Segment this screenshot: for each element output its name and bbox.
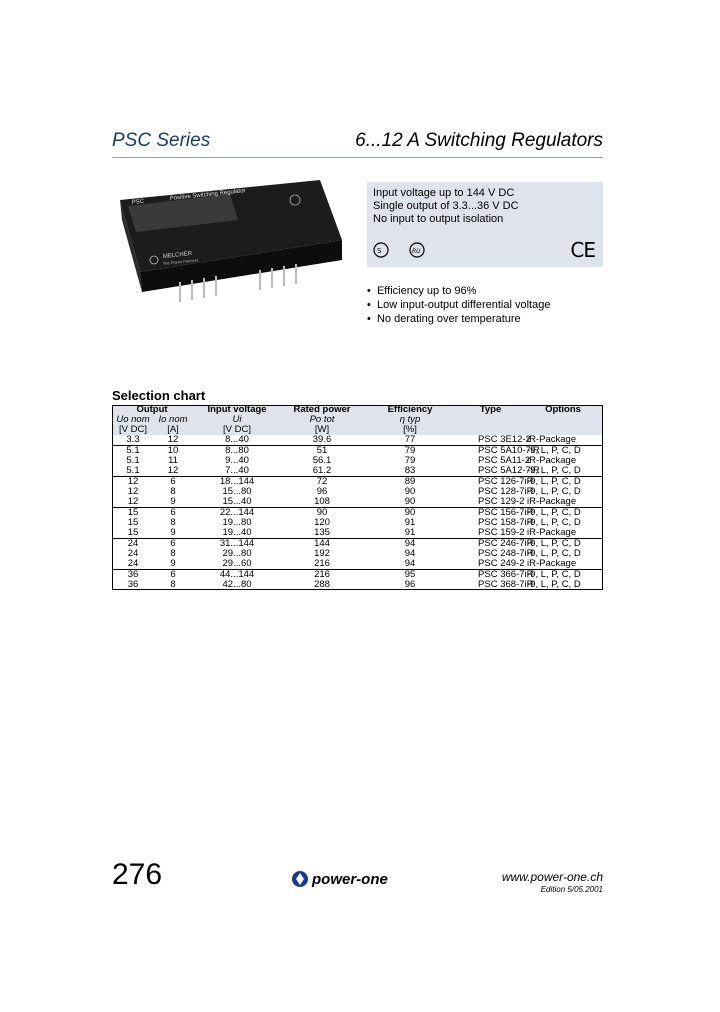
table-cell: 29...60 bbox=[222, 558, 252, 569]
table-cell: 90 bbox=[362, 508, 458, 519]
table-cell: 90 bbox=[404, 496, 416, 507]
table-row bbox=[112, 580, 603, 590]
table-cell: PSC 128-7iR bbox=[478, 486, 534, 497]
table-cell: 24 bbox=[112, 539, 154, 550]
page-number: 276 bbox=[112, 858, 163, 891]
col-head-options: Options bbox=[523, 405, 603, 415]
ce-mark-icon: CE bbox=[570, 238, 595, 262]
table-cell: PSC 126-7iR bbox=[458, 477, 523, 488]
spec-input-voltage: Input voltage up to 144 V DC bbox=[373, 187, 515, 199]
table-cell: 15 bbox=[127, 517, 139, 528]
table-cell: PSC 366-7iR bbox=[458, 570, 523, 581]
feature-item: • Low input-output differential voltage bbox=[367, 299, 551, 311]
table-cell: 90 bbox=[282, 508, 362, 519]
col-unit-ui: [V DC] bbox=[192, 425, 282, 435]
table-cell: PSC 248-7iR bbox=[478, 548, 534, 559]
table-cell: 94 bbox=[404, 548, 416, 559]
table-cell: PSC 129-2 bbox=[478, 496, 525, 507]
table-row bbox=[112, 435, 603, 446]
col-unit-uo: [V DC] bbox=[112, 425, 154, 435]
table-cell: 15...80 bbox=[222, 486, 252, 497]
table-cell: 8 bbox=[170, 579, 176, 590]
table-cell: 7...40 bbox=[225, 465, 249, 476]
table-cell: iR-Package bbox=[527, 434, 577, 445]
table-cell: 79 bbox=[404, 455, 416, 466]
product-title: 6...12 A Switching Regulators bbox=[355, 130, 603, 151]
table-cell: 9...40 bbox=[225, 455, 249, 466]
table-cell: 144 bbox=[282, 539, 362, 550]
table-cell: 108 bbox=[314, 496, 330, 507]
table-cell: 5.1 bbox=[126, 455, 140, 466]
table-cell: 10 bbox=[154, 446, 192, 457]
table-cell: 15 bbox=[112, 508, 154, 519]
svg-text:S: S bbox=[377, 247, 382, 255]
table-cell: 39.6 bbox=[312, 434, 332, 445]
col-unit-po: [W] bbox=[282, 425, 362, 435]
col-unit-io: [A] bbox=[154, 425, 192, 435]
feature-item: • No derating over temperature bbox=[367, 313, 521, 325]
table-cell: 94 bbox=[404, 558, 416, 569]
table-cell: 56.1 bbox=[312, 455, 332, 466]
table-cell: 216 bbox=[314, 558, 330, 569]
table-cell: -9, L, P, C, D bbox=[527, 579, 581, 590]
safety-approval-icon bbox=[371, 237, 427, 263]
table-cell: 94 bbox=[362, 539, 458, 550]
table-cell: 42...80 bbox=[222, 579, 252, 590]
table-cell: 36 bbox=[127, 579, 139, 590]
table-cell: -9, L, P, C, D bbox=[523, 508, 603, 519]
product-brand-sub: The Power Partners bbox=[162, 257, 199, 266]
table-cell: 6 bbox=[154, 570, 192, 581]
product-label-top: PSC bbox=[131, 198, 145, 206]
product-label-name: Positive Switching Regulator bbox=[169, 188, 246, 202]
table-cell: 83 bbox=[404, 465, 416, 476]
table-cell: PSC 249-2 bbox=[478, 558, 525, 569]
table-cell: 12 bbox=[167, 434, 179, 445]
power-one-logo bbox=[291, 868, 426, 890]
product-brand: MELCHER bbox=[162, 250, 193, 260]
table-cell: 5.1 bbox=[126, 465, 140, 476]
table-cell: 24 bbox=[127, 558, 139, 569]
series-title: PSC Series bbox=[112, 130, 211, 151]
table-cell: 5.1 bbox=[112, 446, 154, 457]
table-cell: 89 bbox=[362, 477, 458, 488]
table-cell: 120 bbox=[314, 517, 330, 528]
table-cell: 96 bbox=[404, 579, 416, 590]
col-sub-io: Io nom bbox=[154, 415, 192, 425]
spec-single-output: Single output of 3.3...36 V DC bbox=[373, 200, 519, 212]
table-cell: 12 bbox=[127, 496, 139, 507]
col-sub-uo: Uo nom bbox=[112, 415, 154, 425]
table-cell: 95 bbox=[362, 570, 458, 581]
table-cell: 9 bbox=[170, 558, 176, 569]
product-image bbox=[110, 180, 345, 310]
table-cell: 3.3 bbox=[126, 434, 140, 445]
table-row bbox=[112, 497, 603, 508]
spec-isolation: No input to output isolation bbox=[373, 213, 504, 225]
table-cell: PSC 5A10-7iR bbox=[458, 446, 523, 457]
table-cell: 8 bbox=[170, 548, 176, 559]
table-cell: 9 bbox=[170, 527, 176, 538]
table-cell: -9, L, P, C, D bbox=[527, 465, 581, 476]
website-url: www.power-one.ch bbox=[501, 870, 603, 884]
table-cell: 77 bbox=[404, 434, 416, 445]
table-cell: 24 bbox=[127, 548, 139, 559]
table-cell: -9, L, P, C, D bbox=[523, 446, 603, 457]
col-sub-po: Po tot bbox=[282, 415, 362, 425]
table-cell: 19...40 bbox=[222, 527, 252, 538]
table-cell: PSC 158-7iR bbox=[478, 517, 534, 528]
table-cell: 135 bbox=[314, 527, 330, 538]
table-cell: 8...80 bbox=[192, 446, 282, 457]
table-cell: iR-Package bbox=[527, 455, 577, 466]
table-row bbox=[112, 466, 603, 477]
table-cell: 19...80 bbox=[222, 517, 252, 528]
col-head-type: Type bbox=[458, 405, 523, 415]
table-cell: -9, L, P, C, D bbox=[523, 477, 603, 488]
selection-chart-title: Selection chart bbox=[112, 388, 206, 403]
table-cell: PSC 5A11-2 bbox=[478, 455, 531, 466]
table-cell: 51 bbox=[282, 446, 362, 457]
table-cell: 36 bbox=[112, 570, 154, 581]
table-cell: iR-Package bbox=[527, 527, 577, 538]
table-cell: 44...144 bbox=[192, 570, 282, 581]
table-cell: -9, L, P, C, D bbox=[527, 548, 581, 559]
table-cell: PSC 368-7iR bbox=[478, 579, 534, 590]
table-cell: 18...144 bbox=[192, 477, 282, 488]
table-cell: 22...144 bbox=[192, 508, 282, 519]
table-cell: 12 bbox=[167, 465, 179, 476]
table-cell: PSC 246-7iR bbox=[458, 539, 523, 550]
table-cell: -9, L, P, C, D bbox=[523, 570, 603, 581]
table-cell: 8...40 bbox=[225, 434, 249, 445]
table-cell: iR-Package bbox=[527, 558, 577, 569]
table-row bbox=[112, 559, 603, 570]
table-cell: PSC 159-2 bbox=[478, 527, 525, 538]
edition-date: Edition 5/05.2001 bbox=[540, 885, 603, 894]
spec-box bbox=[367, 182, 603, 267]
table-cell: 15...40 bbox=[222, 496, 252, 507]
table-cell: -9, L, P, C, D bbox=[527, 517, 581, 528]
col-sub-ui: Ui bbox=[192, 415, 282, 425]
svg-text:RU: RU bbox=[412, 248, 421, 255]
table-cell: 12 bbox=[112, 477, 154, 488]
table-cell: 8 bbox=[170, 517, 176, 528]
table-cell: -9, L, P, C, D bbox=[523, 539, 603, 550]
table-cell: 8 bbox=[170, 486, 176, 497]
table-cell: 29...80 bbox=[222, 548, 252, 559]
table-cell: 15 bbox=[127, 527, 139, 538]
table-cell: 6 bbox=[154, 539, 192, 550]
table-cell: 72 bbox=[282, 477, 362, 488]
feature-list bbox=[367, 284, 550, 326]
table-cell: 12 bbox=[127, 486, 139, 497]
table-row bbox=[112, 528, 603, 539]
table-cell: 216 bbox=[282, 570, 362, 581]
col-head-efficiency: Efficiency bbox=[362, 405, 458, 415]
table-cell: 288 bbox=[314, 579, 330, 590]
table-cell: PSC 5A12-7iR bbox=[478, 465, 540, 476]
table-cell: 31...144 bbox=[192, 539, 282, 550]
table-cell: PSC 3E12-2 bbox=[478, 434, 531, 445]
title-divider bbox=[112, 157, 603, 158]
selection-chart-table bbox=[112, 405, 603, 590]
col-unit-eta: [%] bbox=[362, 425, 458, 435]
col-head-output: Output bbox=[112, 405, 192, 415]
col-head-rated-power: Rated power bbox=[282, 405, 362, 415]
col-sub-eta: η typ bbox=[362, 415, 458, 425]
table-cell: PSC 156-7iR bbox=[458, 508, 523, 519]
table-cell: 192 bbox=[314, 548, 330, 559]
table-cell: 61.2 bbox=[312, 465, 332, 476]
feature-item: • Efficiency up to 96% bbox=[367, 285, 477, 297]
table-cell: iR-Package bbox=[527, 496, 577, 507]
table-cell: 6 bbox=[154, 508, 192, 519]
col-head-input-voltage: Input voltage bbox=[192, 405, 282, 415]
table-cell: 90 bbox=[404, 486, 416, 497]
table-cell: 11 bbox=[168, 455, 178, 466]
table-cell: 79 bbox=[362, 446, 458, 457]
table-cell: 91 bbox=[404, 527, 416, 538]
table-cell: 6 bbox=[154, 477, 192, 488]
table-cell: -9, L, P, C, D bbox=[527, 486, 581, 497]
table-cell: 96 bbox=[316, 486, 328, 497]
table-cell: 9 bbox=[170, 496, 176, 507]
table-cell: 91 bbox=[404, 517, 416, 528]
svg-text:power-one: power-one bbox=[312, 871, 388, 888]
